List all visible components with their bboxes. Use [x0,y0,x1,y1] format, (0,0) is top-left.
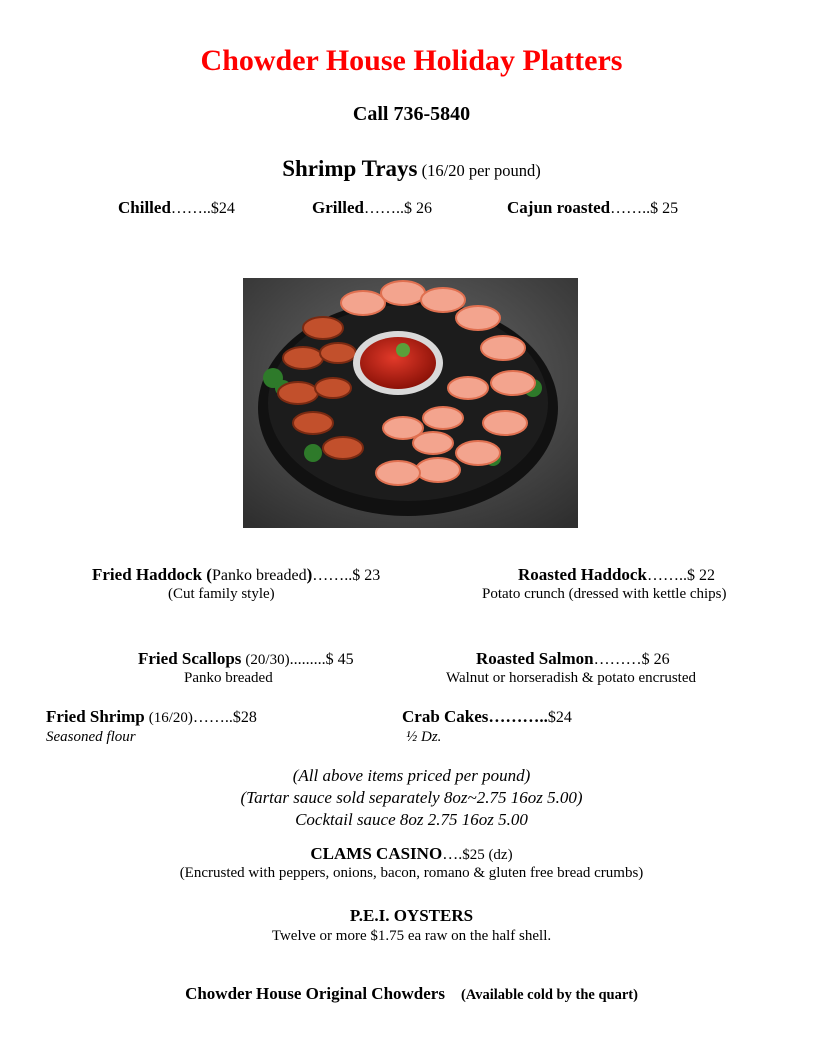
phone-number: Call 736-5840 [352,103,471,125]
shrimp-platter-photo [243,278,578,528]
crab-cakes-desc: ½ Dz. [406,729,442,745]
fried-haddock-line: Fried Haddock (Panko breaded)……..$ 23 [92,565,381,584]
fried-scallops-desc: Panko breaded [184,670,273,686]
roasted-haddock-desc: Potato crunch (dressed with kettle chips) [482,586,727,602]
roasted-haddock-line: Roasted Haddock……..$ 22 [518,565,715,584]
shrimp-trays-title: Shrimp Trays [282,156,418,181]
fried-haddock-desc: (Cut family style) [168,586,275,602]
shrimp-option-cajun: Cajun roasted……..$ 25 [507,198,679,217]
crab-cakes-line: Crab Cakes………..$24 [402,707,572,726]
oysters-desc: Twelve or more $1.75 ea raw on the half shell. [271,928,552,944]
cocktail-sauce-note: Cocktail sauce 8oz 2.75 16oz 5.00 [295,810,528,829]
shrimp-option-chilled: Chilled……..$24 [118,198,235,217]
shrimp-trays-note: (16/20 per pound) [421,161,541,180]
tartar-sauce-note: (Tartar sauce sold separately 8oz~2.75 16oz 5.00) [240,788,583,807]
shrimp-platter-image [243,278,578,528]
pricing-note: (All above items priced per pound) [292,766,531,785]
oysters-heading: P.E.I. OYSTERS [349,906,474,925]
page-title: Chowder House Holiday Platters [200,44,623,77]
shrimp-option-grilled: Grilled……..$ 26 [312,198,432,217]
clams-casino-line: CLAMS CASINO….$25 (dz) [310,844,513,863]
chowders-line: Chowder House Original Chowders (Available cold by the quart) [185,984,638,1003]
fried-shrimp-desc: Seasoned flour [46,729,136,745]
roasted-salmon-desc: Walnut or horseradish & potato encrusted [446,670,696,686]
roasted-salmon-line: Roasted Salmon………$ 26 [476,649,670,668]
fried-shrimp-line: Fried Shrimp (16/20)……..$28 [46,707,257,726]
clams-casino-desc: (Encrusted with peppers, onions, bacon, romano & gluten free bread crumbs) [179,865,644,881]
fried-scallops-line: Fried Scallops (20/30).........$ 45 [138,649,354,668]
shrimp-trays-heading [0,156,823,182]
